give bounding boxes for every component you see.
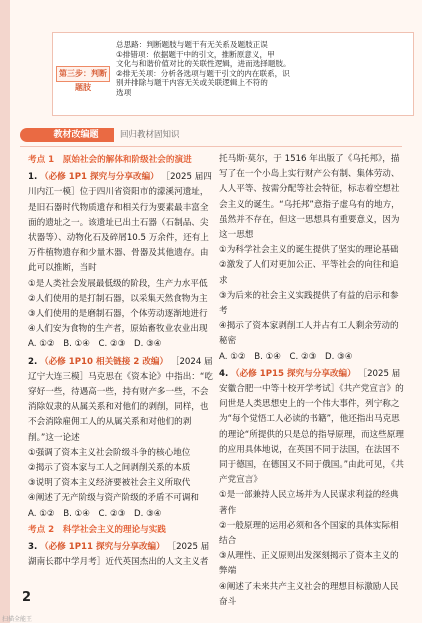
question-source: （必修 1P15 探究与分享改编） <box>230 368 356 379</box>
section-subtitle: 回归教材固知识 <box>120 130 180 140</box>
option-item: ①是人类社会发展最低级的阶段，生产力水平低 <box>28 278 208 289</box>
corner-mark: 扫描全能王 <box>2 616 33 623</box>
question-body: 托马斯·莫尔，于 1516 年出版了《乌托邦》，描写了在一个小岛上实行财产公有制、集体劳动、人人平等、按需分配等社会特征，标志着空想社会主义的诞生。“乌托邦”意指子虚乌有的地方，虽然并不存在，但这一思想具有重要意义，因为这一思想 <box>219 154 400 241</box>
right-column <box>219 152 404 610</box>
method-line: 选项 <box>116 87 132 97</box>
question-body: ［2025 届安徽合肥一中等十校开学考试］《共产党宣言》的问世是人类思想史上的一个伟大事件，列宁称之为“每个觉悟工人必读的书籍”，他还指出马克思的理论“所提供的只是总的指导原理，而这些原理的应用具体地说，在英国不同于法国，在法国不同于德国，在德国又不同于俄国。”由此可见，《共产党宣言》 <box>219 368 404 486</box>
question-3 <box>28 540 213 570</box>
question-body: ［2024 届辽宁大连三模］马克思在《资本论》中指出：“吃穿好一些，待遇高一些，持有财产多一些，不会消除奴隶的从属关系和对他们的剥削，同样，也不会消除雇佣工人的从属关系和对他们的剥削。”这一论述 <box>28 356 213 443</box>
option-item: ③说明了资本主义经济要被社会主义所取代 <box>28 478 191 489</box>
question-number: 1. <box>28 172 38 183</box>
answer-choices: A. ①② B. ①④ C. ②③ D. ③④ <box>219 351 353 362</box>
option-item: ③为后来的社会主义实践提供了有益的启示和参考 <box>219 290 399 317</box>
option-item: ④阐述了未来共产主义社会的理想目标激励人民奋斗 <box>219 581 399 607</box>
page-spine <box>0 0 10 623</box>
question-source: （必修 1P11 探究与分享改编） <box>39 542 165 553</box>
question-body: ［2025 届四川内江一模］位于四川省资阳市的濛溪河遗址，是旧石器时代物质遗存和相关行为要素最丰富全面的遗址之一。该遗址已出土石器（石制品、尖状器等）、动物化石及碎屑10.5 万余件，还有上万件植物遗存和少量木器、骨器及其他遗存。由此可以推断，当时 <box>28 172 212 274</box>
question-number: 3. <box>28 542 38 553</box>
answer-choices: A. ①② B. ①④ C. ②③ D. ③④ <box>28 508 162 519</box>
question-number: 4. <box>219 368 229 379</box>
question-source: （必修 1P10 相关链接 2 改编） <box>39 356 169 367</box>
method-line: 总思路：判断题肢与题干有无关系及题肢正误 <box>116 40 268 49</box>
question-body: ［2025 届湖南长郡中学月考］近代英国杰出的人文主义者 <box>28 542 210 568</box>
option-item: ②揭示了资本家与工人之间剥削关系的本质 <box>28 463 191 474</box>
topic-title: 考点 2 科学社会主义的理论与实践 <box>28 524 166 535</box>
option-item: ④阐述了无产阶级与资产阶级的矛盾不可调和 <box>28 493 199 504</box>
section-title: 教材改编题 <box>38 128 114 142</box>
answer-choices: A. ①② B. ①④ C. ②③ D. ③④ <box>28 339 162 350</box>
step-tag: 第三步：判断题肢 <box>56 66 110 82</box>
question-1 <box>28 170 213 352</box>
section-header <box>20 128 240 142</box>
question-4 <box>219 367 404 610</box>
method-line: 别并排除与题干内容无关或关联逻辑上不符的 <box>116 78 268 87</box>
question-source: （必修 1P1 探究与分享改编） <box>39 172 159 183</box>
option-item: ④人们安为食物的生产者，原始畜牧业农业出现 <box>28 324 208 335</box>
section-divider <box>20 146 402 147</box>
topic-title: 考点 1 原始社会的解体和阶级社会的演进 <box>28 155 192 165</box>
method-line: ①排错项：依据题干中的引文，推断原意义，甲 <box>116 49 275 59</box>
option-item: ④揭示了资本家剥削工人并占有工人剩余劳动的秘密 <box>219 321 399 347</box>
option-item: ③从理性、正义原则出发深刻揭示了资本主义的弊端 <box>219 551 399 577</box>
left-column <box>28 152 213 570</box>
question-number: 2. <box>28 356 38 367</box>
method-line: 文化与和谐价值对比的关联性逻辑，进而选择题肢。 <box>116 59 291 68</box>
option-item: ②一般原理的运用必须和各个国家的具体实际相结合 <box>219 520 399 547</box>
section-badge-icon <box>20 128 38 142</box>
method-text <box>116 40 396 97</box>
option-item: ①强调了资本主义社会阶级斗争的核心地位 <box>28 447 191 458</box>
question-2 <box>28 355 213 522</box>
option-item: ①为科学社会主义的诞生提供了坚实的理论基础 <box>219 245 399 256</box>
page-number: 2 <box>22 590 32 605</box>
option-item: ②激发了人们对更加公正、平等社会的向往和追求 <box>219 260 399 286</box>
method-line: ②排无关项：分析各选项与题干引文的内在联系，识 <box>116 68 290 78</box>
option-item: ①是一部兼持人民立场并为人民谋求利益的经典著作 <box>219 490 399 516</box>
option-item: ②人们使用的是打制石器，以采集天然食物为主 <box>28 293 208 304</box>
option-item: ③人们使用的是磨制石器，个体劳动逐渐地进行 <box>28 309 208 320</box>
